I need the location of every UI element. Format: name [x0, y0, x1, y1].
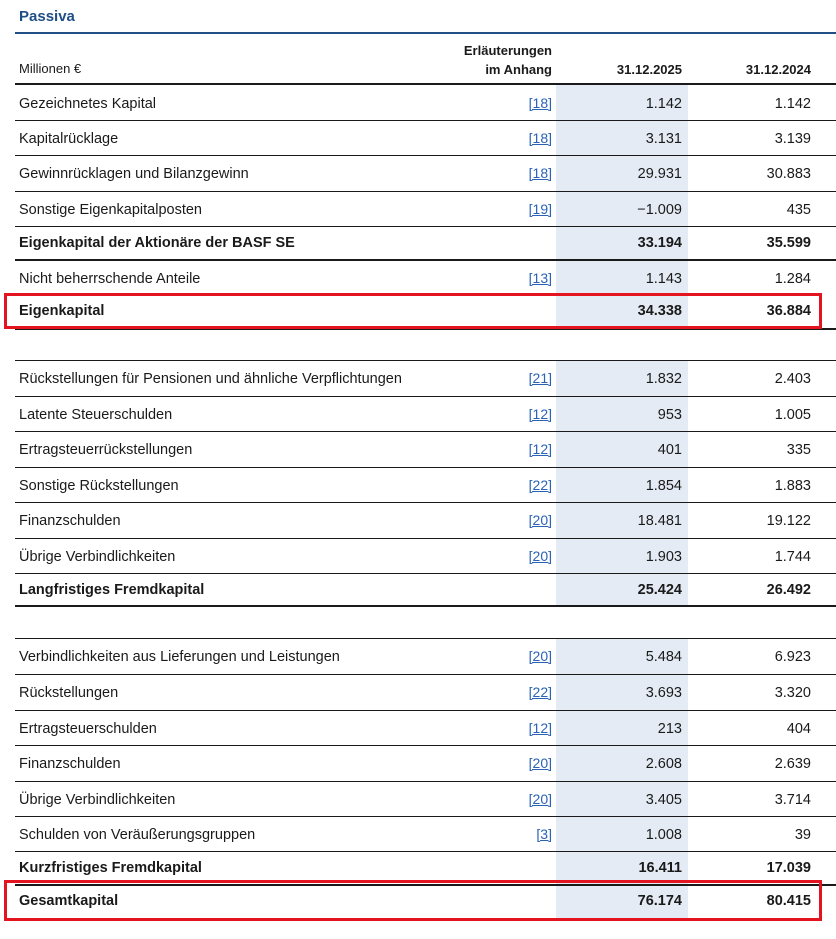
header-rule	[15, 83, 836, 85]
notes-header-line2: im Anhang	[485, 62, 552, 77]
value-2025: 25.424	[637, 582, 682, 598]
table-row	[15, 781, 836, 817]
total-row-longterm	[15, 573, 836, 607]
note-link[interactable]: [19]	[528, 201, 552, 217]
value-2025: 16.411	[638, 860, 682, 876]
value-2024: 3.320	[774, 685, 811, 701]
page-title: Passiva	[19, 8, 75, 25]
notes-header-line1: Erläuterungen	[463, 43, 552, 58]
value-2025: 76.174	[637, 893, 682, 909]
row-label: Eigenkapital der Aktionäre der BASF SE	[19, 235, 295, 251]
table-row	[15, 191, 836, 227]
row-label: Gezeichnetes Kapital	[19, 96, 157, 112]
row-label: Sonstige Eigenkapitalposten	[19, 202, 202, 218]
note-link[interactable]: [13]	[528, 270, 552, 286]
value-2024: 19.122	[766, 513, 811, 529]
row-label: Kapitalrücklage	[19, 131, 119, 147]
table-row	[15, 86, 836, 121]
note-link[interactable]: [20]	[528, 648, 552, 664]
row-label: Finanzschulden	[19, 513, 121, 529]
value-2025: 1.143	[645, 271, 682, 287]
value-2024: 30.883	[766, 166, 811, 182]
highlight-box-grand-total	[4, 880, 822, 921]
value-2024: 2.403	[774, 371, 811, 387]
value-2024: 1.005	[774, 407, 811, 423]
table-row	[15, 431, 836, 467]
table-row	[15, 674, 836, 710]
notes-column-header	[464, 41, 552, 79]
table-row	[15, 816, 836, 852]
value-2025: 1.008	[645, 827, 682, 843]
table-row	[15, 467, 836, 503]
note-link[interactable]: [12]	[528, 441, 552, 457]
value-2024: 435	[786, 202, 811, 218]
row-label: Ertragsteuerschulden	[19, 721, 157, 737]
value-2025: 3.693	[645, 685, 682, 701]
title-rule	[15, 32, 836, 34]
table-row	[15, 396, 836, 432]
section-rule	[15, 605, 836, 607]
row-label: Ertragsteuerrückstellungen	[19, 442, 193, 458]
note-link[interactable]: [20]	[528, 791, 552, 807]
note-link[interactable]: [12]	[528, 406, 552, 422]
table-row	[15, 155, 836, 191]
value-2024: 26.492	[766, 582, 811, 598]
note-link[interactable]: [18]	[528, 95, 552, 111]
row-label: Nicht beherrschende Anteile	[19, 271, 201, 287]
row-label: Eigenkapital	[19, 303, 105, 319]
table-row	[15, 361, 836, 396]
value-2025: 953	[657, 407, 682, 423]
value-2025: 1.854	[645, 478, 682, 494]
value-2024: 1.142	[774, 96, 811, 112]
note-link[interactable]: [21]	[528, 370, 552, 386]
value-2025: 3.131	[645, 131, 682, 147]
row-label: Schulden von Veräußerungsgruppen	[19, 827, 256, 843]
row-label: Gesamtkapital	[19, 893, 119, 909]
value-2024: 17.039	[766, 860, 811, 876]
value-2024: 6.923	[774, 649, 811, 665]
value-2024: 1.883	[774, 478, 811, 494]
table-row	[15, 710, 836, 746]
value-2025: 1.142	[645, 96, 682, 112]
value-2024: 35.599	[766, 235, 811, 251]
row-label: Verbindlichkeiten aus Lieferungen und Leistungen	[19, 649, 340, 665]
row-label: Kurzfristiges Fremdkapital	[19, 860, 202, 876]
row-label: Sonstige Rückstellungen	[19, 478, 179, 494]
note-link[interactable]: [18]	[528, 165, 552, 181]
row-label: Finanzschulden	[19, 756, 121, 772]
note-link[interactable]: [12]	[528, 720, 552, 736]
table-row	[15, 502, 836, 538]
value-2025: 29.931	[637, 166, 682, 182]
column-header-2024: 31.12.2024	[745, 62, 811, 77]
row-label: Gewinnrücklagen und Bilanzgewinn	[19, 166, 249, 182]
value-2025: 1.903	[645, 549, 682, 565]
value-2025: 34.338	[637, 303, 682, 319]
value-2025: 5.484	[645, 649, 682, 665]
value-2024: 3.139	[774, 131, 811, 147]
row-label: Rückstellungen für Pensionen und ähnliche Verpflichtungen	[19, 371, 402, 387]
value-2025: 1.832	[645, 371, 682, 387]
row-label: Latente Steuerschulden	[19, 407, 173, 423]
value-2024: 1.284	[774, 271, 811, 287]
note-link[interactable]: [20]	[528, 548, 552, 564]
value-2024: 335	[786, 442, 811, 458]
note-link[interactable]: [20]	[528, 755, 552, 771]
table-row	[15, 639, 836, 674]
row-label: Übrige Verbindlichkeiten	[19, 792, 176, 808]
value-2024: 2.639	[774, 756, 811, 772]
value-2024: 3.714	[774, 792, 811, 808]
value-2025: 213	[657, 721, 682, 737]
value-2025: 3.405	[645, 792, 682, 808]
value-2024: 36.884	[766, 303, 811, 319]
column-header-2025: 31.12.2025	[616, 62, 682, 77]
note-link[interactable]: [20]	[528, 512, 552, 528]
highlight-box-equity	[4, 293, 822, 329]
value-2025: −1.009	[637, 202, 682, 218]
value-2024: 1.744	[774, 549, 811, 565]
note-link[interactable]: [3]	[536, 826, 552, 842]
table-row	[15, 745, 836, 781]
note-link[interactable]: [22]	[528, 477, 552, 493]
subtotal-row	[15, 226, 836, 260]
unit-label: Millionen €	[19, 61, 82, 76]
row-label: Rückstellungen	[19, 685, 119, 701]
table-row	[15, 120, 836, 156]
note-link[interactable]: [22]	[528, 684, 552, 700]
value-2024: 39	[794, 827, 811, 843]
table-row	[15, 259, 836, 296]
value-2025: 2.608	[645, 756, 682, 772]
note-link[interactable]: [18]	[528, 130, 552, 146]
row-label: Langfristiges Fremdkapital	[19, 582, 205, 598]
value-2025: 33.194	[637, 235, 682, 251]
value-2025: 18.481	[637, 513, 682, 529]
table-row	[15, 538, 836, 574]
value-2024: 80.415	[766, 893, 811, 909]
row-label: Übrige Verbindlichkeiten	[19, 549, 176, 565]
value-2025: 401	[657, 442, 682, 458]
value-2024: 404	[786, 721, 811, 737]
